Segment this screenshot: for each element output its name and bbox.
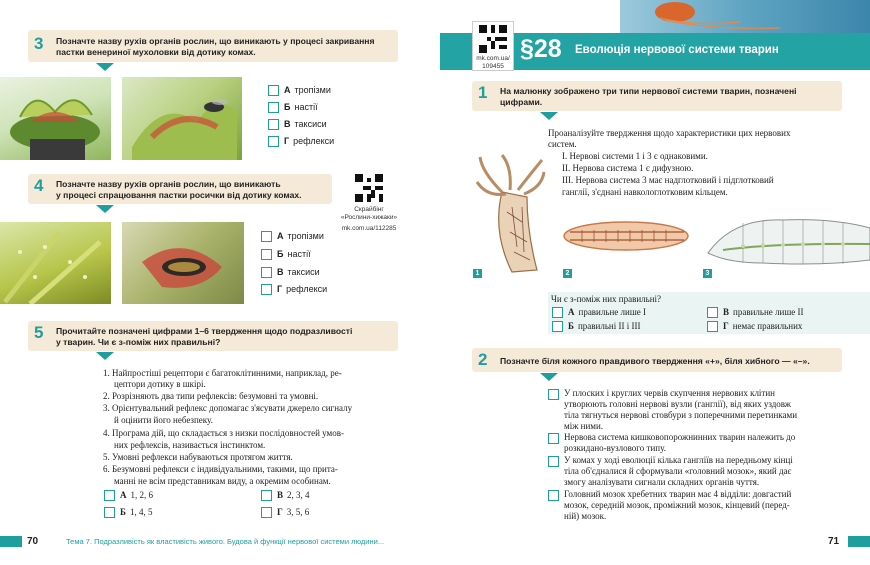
header-qr-code-icon[interactable]: [479, 25, 507, 53]
r-q1-statement: III. Нервова система 3 має надглотковий і підглотковий: [562, 175, 774, 185]
r-q1-option-a-checkbox[interactable]: [552, 307, 563, 318]
q3-text-line2: пастки венериної мухоловки від дотику комах.: [56, 47, 256, 57]
q4-number: 4: [34, 176, 44, 195]
q5-option-d-checkbox[interactable]: [261, 507, 272, 518]
r-q1-option-b: Б правильні II і III: [568, 321, 641, 331]
q4-text-line1: Позначте назву рухів органів рослин, що виникають: [56, 179, 281, 189]
q5-statement-line: них рефлексів, називається інстинктом.: [114, 440, 266, 450]
q3-option-a-checkbox[interactable]: [268, 85, 279, 96]
r-q2-statement-line: мозок, середній мозок, проміжний мозок, кінцевий (перед-: [564, 500, 790, 510]
r-q1-option-d: Г немає правильних: [723, 321, 803, 331]
r-q1-statement: II. Нервова система 1 є дифузною.: [562, 163, 694, 173]
q3-option-d: Г рефлекси: [284, 136, 335, 146]
paragraph-number: §28: [520, 35, 562, 63]
r-q1-option-b-checkbox[interactable]: [552, 321, 563, 332]
r-q2-statement-line: У плоских і круглих червів скупчення нервових клітин: [564, 388, 775, 398]
r-q1-prompt: Чи є з-поміж них правильні?: [551, 294, 662, 304]
r-q2-statement-line: ній) мозок.: [564, 511, 607, 521]
q5-option-b-checkbox[interactable]: [104, 507, 115, 518]
q4-option-a-checkbox[interactable]: [261, 231, 272, 242]
q5-pointer-icon: [96, 352, 114, 360]
sundew-photo-1: [0, 222, 111, 304]
footer-accent-bar: [0, 536, 22, 547]
r-q2-statement-1-checkbox[interactable]: [548, 389, 559, 400]
header-ocean-photo: [620, 0, 870, 33]
q3-option-a: А тропізми: [284, 85, 331, 95]
r-q2-pointer-icon: [540, 373, 558, 381]
venus-flytrap-photo-2: [122, 77, 242, 160]
r-q2-statement-line: Нервова система кишковопорожнинних тварин належить до: [564, 432, 796, 442]
hydra-nervous-system-illustration: [472, 152, 547, 280]
flatworm-nervous-system-illustration: [562, 218, 690, 254]
r-q1-option-d-checkbox[interactable]: [707, 321, 718, 332]
r-q1-text-line2: цифрами.: [500, 97, 543, 107]
q5-option-c-checkbox[interactable]: [261, 490, 272, 501]
q5-statement-line: цептори дотику в шкірі.: [114, 379, 206, 389]
r-q1-number: 1: [478, 83, 488, 102]
q3-option-c: В таксиси: [284, 119, 327, 129]
q4-qr-code-icon[interactable]: [355, 174, 383, 202]
page-title: Еволюція нервової системи тварин: [575, 44, 779, 56]
q4-qr-caption-2: «Рослини-хижаки»: [340, 214, 398, 221]
r-q2-statement-line: Головний мозок хребетних тварин має 4 відділи: довгастий: [564, 489, 792, 499]
q5-statement-line: манні не всім представникам виду, а окремим особинам.: [114, 476, 331, 486]
q4-qr-caption-1: Скрайбінг: [354, 206, 384, 213]
q4-option-c-checkbox[interactable]: [261, 267, 272, 278]
q3-option-d-checkbox[interactable]: [268, 136, 279, 147]
q4-text-line2: у процесі спрацювання пастки росички від дотику комах.: [56, 190, 302, 200]
r-q2-statement-line: між ними.: [564, 421, 604, 431]
r-q2-statement-4-checkbox[interactable]: [548, 490, 559, 501]
q4-option-b-checkbox[interactable]: [261, 249, 272, 260]
insect-nervous-system-illustration: [703, 208, 870, 268]
q5-option-d: Г 3, 5, 6: [277, 507, 310, 517]
page-number-right: 71: [828, 536, 840, 547]
r-q2-number: 2: [478, 350, 488, 369]
r-q1-pointer-icon: [540, 112, 558, 120]
header-qr-caption-2: 109455: [482, 63, 504, 70]
figure-label-1: 1: [473, 269, 482, 278]
r-q2-statement-line: У комах у ході еволюції кілька гангліїв на передньому кінці: [564, 455, 793, 465]
q4-pointer-icon: [96, 205, 114, 213]
q5-text-line2: у тварин. Чи є з-поміж них правильні?: [56, 337, 221, 347]
r-q1-option-c: В правильне лише II: [723, 307, 804, 317]
r-q2-statement-line: змогу аналізувати сигнали складних органів чуття.: [564, 477, 760, 487]
page-number-left: 70: [27, 536, 39, 547]
r-q2-statement-line: тіла об'єдналися й сформували «головний мозок», який дає: [564, 466, 792, 476]
r-q2-statement-line: утворюють головні нервові вузли (ганглії), від яких уздовж: [564, 399, 792, 409]
q5-text-line1: Прочитайте позначені цифрами 1–6 твердження щодо подразливості: [56, 326, 353, 336]
q4-option-c: В таксиси: [277, 267, 320, 277]
q5-option-a-checkbox[interactable]: [104, 490, 115, 501]
footer-accent-bar-right: [848, 536, 870, 547]
q5-statement-line: 4. Програма дій, що складається з низки послідовностей умов-: [103, 428, 344, 438]
figure-label-2: 2: [563, 269, 572, 278]
q3-number: 3: [34, 34, 44, 53]
r-q2-statement-3-checkbox[interactable]: [548, 456, 559, 467]
q4-option-b: Б настії: [277, 249, 311, 259]
q4-option-a: А тропізми: [277, 231, 324, 241]
q4-option-d-checkbox[interactable]: [261, 284, 272, 295]
r-q2-text: Позначте біля кожного правдивого твердження «+», біля хибного — «–».: [500, 356, 810, 366]
figure-label-3: 3: [703, 269, 712, 278]
header-qr-caption-1: mk.com.ua/: [476, 55, 510, 62]
q5-option-c: В 2, 3, 4: [277, 490, 310, 500]
sundew-photo-2: [122, 222, 244, 304]
q3-option-b-checkbox[interactable]: [268, 102, 279, 113]
q5-number: 5: [34, 323, 44, 342]
q5-statement-line: 1. Найпростіші рецептори є багатоклітинними, наприклад, ре-: [103, 368, 342, 378]
r-q2-statement-line: тіла тягнуться нервові стовбури з поперечними перетинками: [564, 410, 798, 420]
q5-statement-line: 2. Розрізняють два типи рефлексів: безумовні та умовні.: [103, 391, 319, 401]
q5-option-a: А 1, 2, 6: [120, 490, 153, 500]
q5-statement-line: й оцінити його небезпеку.: [114, 415, 213, 425]
r-q1-intro-line: Проаналізуйте твердження щодо характеристики цих нервових: [548, 128, 791, 138]
venus-flytrap-photo-1: [0, 77, 111, 160]
q5-option-b: Б 1, 4, 5: [120, 507, 153, 517]
q5-statement-line: 3. Орієнтувальний рефлекс допомагає з'ясувати джерело сигналу: [103, 403, 353, 413]
r-q1-option-a: А правильне лише I: [568, 307, 647, 317]
r-q1-intro-line: систем.: [548, 139, 577, 149]
q3-text-line1: Позначте назву рухів органів рослин, що виникають у процесі закривання: [56, 36, 375, 46]
q5-statement-line: 5. Умовні рефлекси набуваються протягом життя.: [103, 452, 293, 462]
r-q1-text-line1: На малюнку зображено три типи нервової системи тварин, позначені: [500, 86, 797, 96]
q3-pointer-icon: [96, 63, 114, 71]
q3-option-b: Б настії: [284, 102, 318, 112]
q3-option-c-checkbox[interactable]: [268, 119, 279, 130]
r-q1-statement: ганглії, з'єднані навкологлотковим кільцем.: [562, 187, 728, 197]
q4-option-d: Г рефлекси: [277, 284, 328, 294]
r-q1-statement: I. Нервові системи 1 і 3 є однаковими.: [562, 151, 708, 161]
r-q2-statement-line: розкидано-вузлового типу.: [564, 443, 666, 453]
running-title: Тема 7. Подразливість як властивість живого. Будова й функції нервової системи людини...: [66, 537, 385, 546]
q4-qr-caption-3[interactable]: mk.com.ua/112285: [341, 225, 397, 232]
r-q1-option-c-checkbox[interactable]: [707, 307, 718, 318]
r-q2-statement-2-checkbox[interactable]: [548, 433, 559, 444]
q5-statement-line: 6. Безумовні рефлекси є індивідуальними, такими, що прита-: [103, 464, 338, 474]
